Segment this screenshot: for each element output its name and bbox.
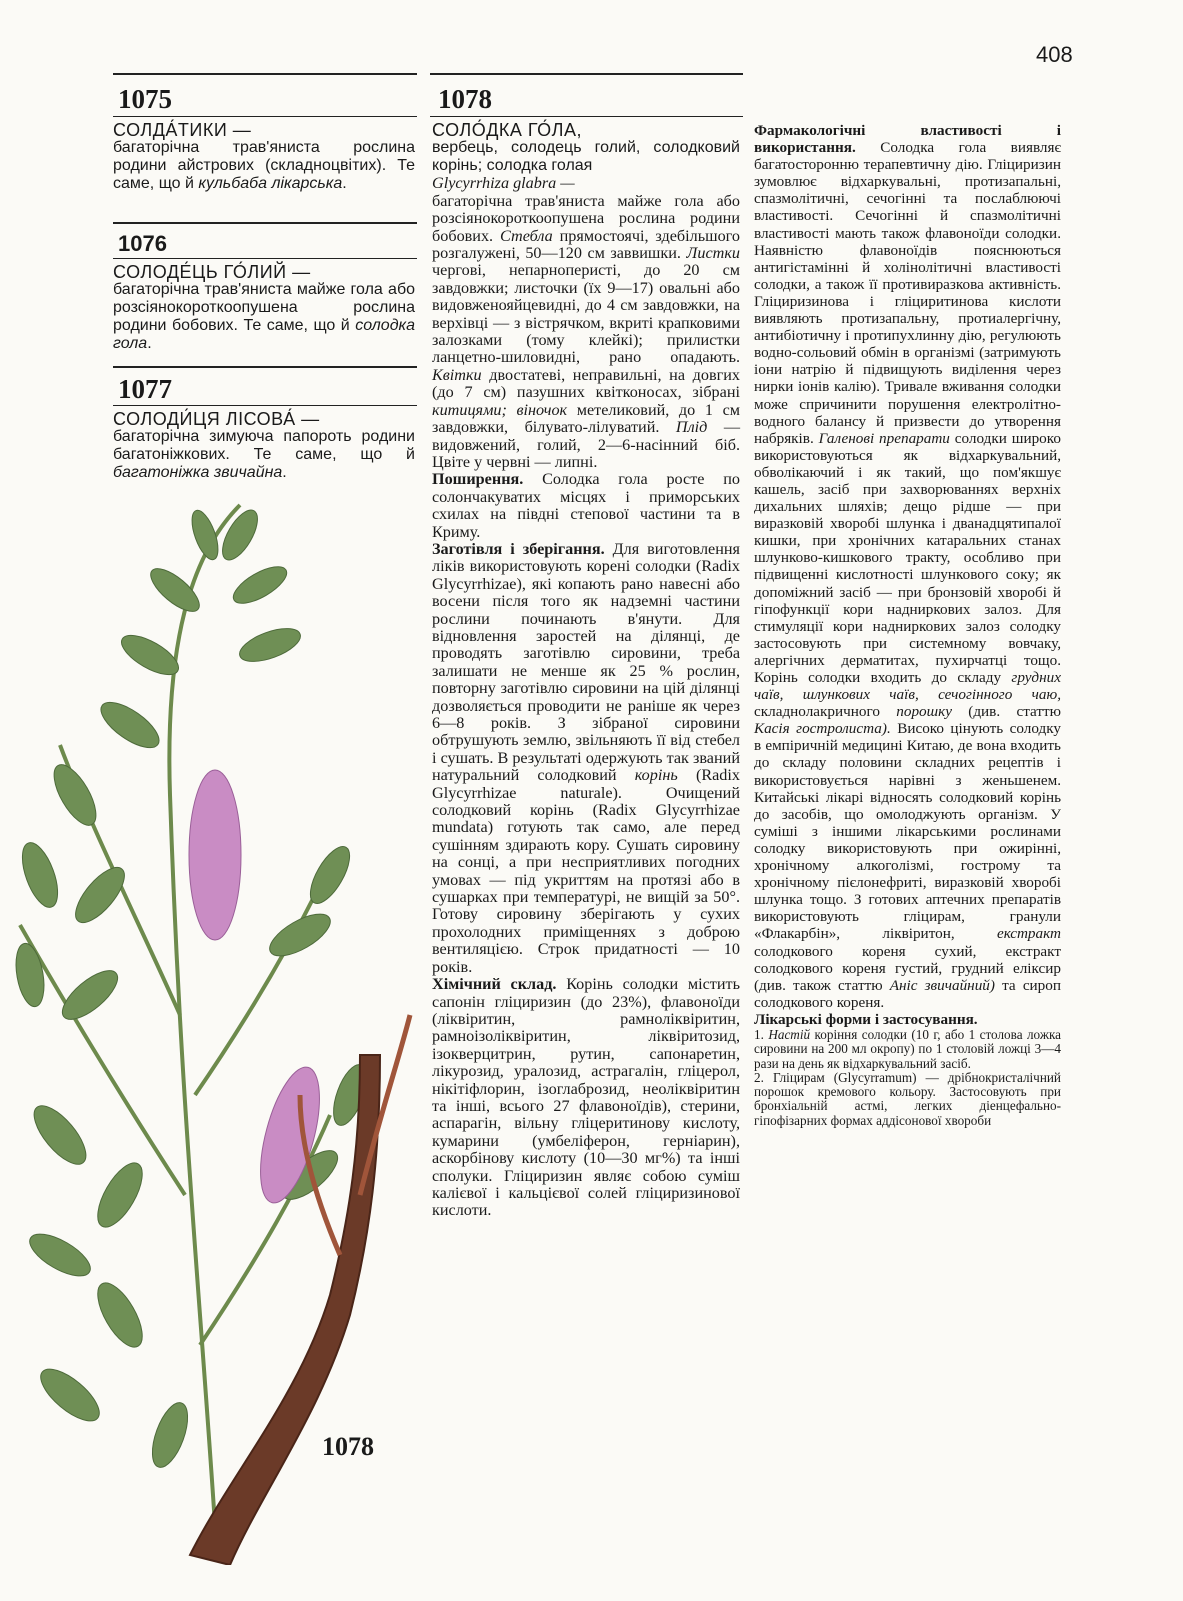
entry-ref: багатоніжка звичайна xyxy=(113,464,283,482)
divider xyxy=(430,116,743,117)
entry-text: багаторічна трав'яниста рослина родини айстрових (складноцвітих). Те саме, що й xyxy=(113,139,415,193)
illustration-label: 1078 xyxy=(322,1432,374,1461)
entry-1078-col3 xyxy=(754,122,1061,1128)
col2-body xyxy=(432,193,740,1220)
entry-number-1075: 1075 xyxy=(118,84,172,114)
form-item: 1. Настій коріння солодки (10 г, або 1 столова ложка сировини на 200 мл окропу) по 1 столовій ложці 3—4 рази на день як відхаркувальний засіб. xyxy=(754,1026,1061,1071)
paragraph: Фармакологічні властивості і використання. Солодка гола виявляє багатосторонню терапевтичну дію. Гліциризин зумовлює відхаркувальні, протизапальні, спазмолітичні, сечогінні та послаблюючі властивості. Сечогінні й спазмолітичні властивості мають також флавоноїди солодки. Наявністю флавоноїдів пояснюються антигістамінні й холінолітичні властивості солодки, а також її противиразкова активність. Гліциризинова і гліциритинова кислоти виявляють протизапальну, протиалергічну, антибіотичну і протипухлинну дію, регулюють водно-сольовий обмін в організмі (затримують іони натрію й підвищують виділення через нирки іонів калію). Тривале вживання солодки може спричинити порушення електролітно-водного балансу й призвести до утворення набряків. Галенові препарати солодки широко використовуються як відхаркувальний, обволікаючий і як такий, що пом'якшує кашель, засіб при захворюваннях верхніх дихальних шляхів; дещо рідше — при виразковій хворобі шлунка і дванадцятипалої кишки, при хронічних катаральних станах шлунково-кишкового тракту, особливо при підвищенні кислотності шлункового соку; як допоміжний засіб — при бронзовій хворобі й гіпофункції кори надниркових залоз. Для стимуляції кори надниркових залоз солодку застосовують при системному вовчаку, алергічних дерматитах, пухирчатці тощо. Корінь солодки входить до складу грудних чаїв, шлункових чаїв, сечогінного чаю, складнолакричного порошку (див. статтю Касія гостролиста). Високо цінують солодку в емпіричній медицині Китаю, де вона входить до складу половини складних рецептів і використовується нарівні з женьшенем. Китайські лікарі відносять солодковий корінь до засобів, що омолоджують організм. У суміші з іншими лікарськими рослинами солодку використовують при ожирінні, хронічному алкоголізмі, гострому та хронічному пієлонефриті, виразковій хворобі шлунка тощо. З готових аптечних препаратів використовують гліцирам, гранули «Флакарбін», ліквіритон, екстракт солодкового кореня сухий, екстракт солодкового кореня густий, грудний еліксир (див. також статтю Аніс звичайний) та сироп солодкового кореня. xyxy=(754,122,1061,1011)
entry-1076: СОЛОДЕ́ЦЬ ГО́ЛИЙ — багаторічна трав'яниста майже гола або розсіянокороткоопушена рослина родини бобових. Те саме, що й солодка гола. xyxy=(113,262,415,353)
forms-heading: Лікарські форми і застосування. xyxy=(754,1010,978,1028)
divider xyxy=(113,405,417,406)
paragraph: багаторічна трав'яниста майже гола або розсіянокороткоопушена рослина родини бобових. Стебла прямостоячі, здебільшого розгалужені, 50—120 см заввишки. Листки чергові, непарноперисті, до 20 см завдовжки; листочки (їх 9—17) овальні або видовженояйцевидні, до 4 см завдовжки, на верхівці — з вістрячком, вкриті крапковими залозками (тому клейкі); прилистки ланцетно-шиловидні, рано опадають. Квітки двостатеві, неправильні, на довгих (до 7 см) пазушних квітконосах, зібрані китицями; віночок метеликовий, до 1 см завдовжки, білувато-лілуватий. Плід — видовжений, голий, 2—6-насінний біб. Цвіте у червні — липні. xyxy=(432,191,741,471)
entry-1078-col2 xyxy=(432,122,740,1220)
entry-text: багаторічна зимуюча папороть родини багатоніжкових. Те саме, що й xyxy=(113,428,415,464)
entry-number-1076: 1076 xyxy=(118,231,167,256)
entry-text: багаторічна трав'яниста майже гола або розсіянокороткоопушена рослина родини бобових. Те саме, що й xyxy=(113,281,415,335)
entry-ref: кульбаба лікарська xyxy=(198,175,343,193)
entry-synonyms: вербець, солодець голий, солодковий корінь; солодка голая xyxy=(432,139,740,175)
divider xyxy=(113,366,417,368)
entry-ref: солодка гола xyxy=(113,317,415,353)
licorice-plant-illustration xyxy=(0,495,420,1565)
paragraph: Поширення. Солодка гола росте по солончакуватих місцях і приморських схилах на півдні степової частини та в Криму. xyxy=(432,470,740,541)
entry-heading: СОЛОДЕ́ЦЬ ГО́ЛИЙ — xyxy=(113,262,311,282)
entry-heading: СОЛДА́ТИКИ — xyxy=(113,120,252,140)
forms-body xyxy=(754,1028,1061,1128)
entry-heading: СОЛОДИ́ЦЯ ЛІСОВА́ — xyxy=(113,409,320,429)
divider xyxy=(113,222,417,224)
page-number: 408 xyxy=(1036,42,1073,67)
paragraph: Хімічний склад. Корінь солодки містить сапонін гліциризин (до 23%), флавоноїди (ліквіритин, рамноліквіритин, рамноізоліквіритин, ліквіритозид, ізокверцитрин, рутин, сапонаретин, лікурозид, уралозид, астрагалін, гліцерол, нікітіфлорин, ізоглаброзид, неоліквіритин та інші, всього 27 флавоноїдів), стерини, аспарагін, вільну гліцеритинову кислоту, кумарини (умбеліферон, герніарин), аскорбінову кислоту (10—30 мг%) та інші сполуки. Гліциризин являє собою суміш калієвої і кальцієвої солей гліциризинової кислоти. xyxy=(432,975,740,1220)
entry-number-1078: 1078 xyxy=(438,84,492,114)
divider xyxy=(113,258,417,259)
divider xyxy=(113,116,417,117)
divider xyxy=(113,73,417,75)
col3-body xyxy=(754,122,1061,1011)
entry-heading: СОЛО́ДКА ГО́ЛА, xyxy=(432,120,582,140)
entry-number-1077: 1077 xyxy=(118,374,172,404)
paragraph: Заготівля і зберігання. Для виготовлення ліків використовують корені солодки (Radix Glycyrrhizae), які копають рано навесні або восени після того як надземні частини рослини починають в'янути. Для відновлення заростей на ділянці, де проводять заготівлю сировини, треба залишати не менше як 25 % рослин, повторну заготівлю сировини на цій ділянці дозволяється проводити не раніше як через 6—8 років. З зібраної сировини обтрушують землю, звільняють її від стебел і сушать. В результаті одержують так званий натуральний солодковий корінь (Radix Glycyrrhizae naturale). Очищений солодковий корінь (Radix Glycyrrhizae mundata) готують так само, але перед сушінням здирають кору. Сушать сировину на сонці, а при несприятливих погодних умовах — під укриттям на протязі або в сушарках при температурі, не вищій за 50°. Готову сировину зберігають у сухих прохолодних приміщеннях з доброю вентиляцією. Строк придатності — 10 років. xyxy=(432,539,740,976)
entry-latin-name: Glycyrrhiza glabra — xyxy=(432,174,575,193)
form-item: 2. Гліцирам (Glycyrramum) — дрібнокристалічний порошок кремового кольору. Застосовують при бронхіальній астмі, легких діенцефально-гіпофізарних формах аддісонової хвороби xyxy=(754,1069,1061,1128)
entry-1075: СОЛДА́ТИКИ — багаторічна трав'яниста рослина родини айстрових (складноцвітих). Те саме, що й кульбаба лікарська. xyxy=(113,120,415,193)
entry-1077: СОЛОДИ́ЦЯ ЛІСОВА́ — багаторічна зимуюча папороть родини багатоніжкових. Те саме, що й багатоніжка звичайна. xyxy=(113,409,415,482)
divider xyxy=(430,73,743,75)
